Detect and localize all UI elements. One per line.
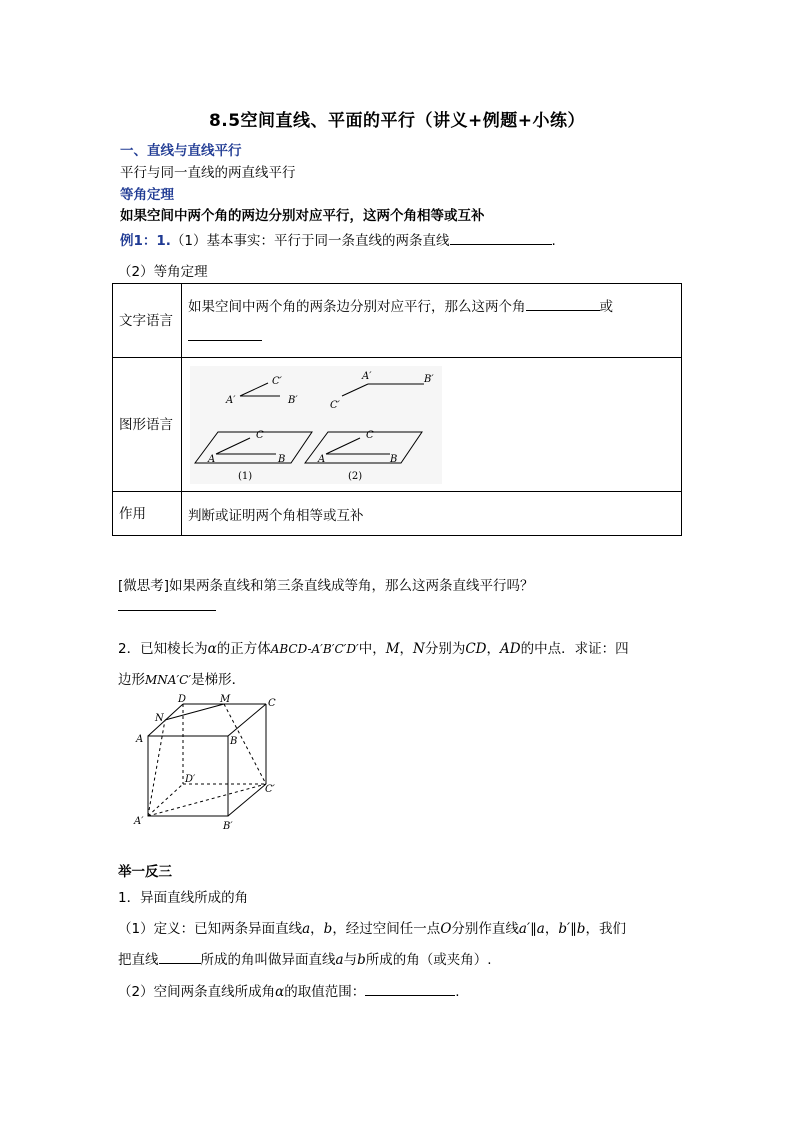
table-cell-use [182, 492, 682, 536]
fig2-label-c: C [366, 429, 374, 441]
cube-figure [128, 692, 288, 832]
section-heading: 一、直线与直线平行 [120, 143, 242, 159]
label-m: M [220, 694, 231, 705]
problem2-prefix: 2．已知棱长为 [118, 641, 208, 657]
row-header: 作用 [119, 505, 146, 522]
label-a: A [136, 734, 144, 745]
label-d-prime: D′ [185, 774, 196, 785]
def2-mid2: 与 [343, 952, 358, 968]
table-header-figure [113, 358, 182, 492]
def-mid2: 分别作直线 [451, 921, 519, 937]
parallel-symbol: ∥ [530, 921, 537, 937]
line-a: a [335, 952, 344, 968]
problem2-line2-suffix: 是梯形． [191, 672, 246, 688]
line-b: b [323, 921, 333, 937]
alpha-symbol: α [275, 984, 285, 1000]
fig2-caption: (2) [348, 470, 363, 482]
example-part1 [120, 229, 556, 249]
label-n: N [155, 713, 164, 724]
fig1-label-b: B [278, 453, 286, 465]
answer-blank[interactable] [159, 949, 201, 964]
theorem-heading: 等角定理 [120, 187, 174, 203]
practice-heading: 举一反三 [118, 864, 172, 880]
answer-blank[interactable] [118, 610, 216, 611]
edge-bc [228, 704, 266, 736]
alpha-symbol: α [207, 641, 217, 657]
line-b-prime: b′ [558, 921, 571, 937]
point-o: O [440, 921, 452, 937]
table-row [113, 358, 682, 492]
def2-prefix: 把直线 [118, 952, 159, 968]
definition-line2 [118, 948, 492, 968]
point-m: M [385, 641, 400, 657]
fig2-label-a-prime: A′ [362, 370, 372, 382]
line-a: a [302, 921, 311, 937]
answer-blank[interactable] [526, 296, 600, 311]
problem2-mid: 的正方体 [216, 641, 271, 657]
answer-blank[interactable] [188, 326, 262, 341]
table-cell-text [182, 284, 682, 358]
line-a: a [536, 921, 545, 937]
label-b-prime: B′ [223, 821, 233, 832]
table-row [113, 492, 682, 536]
parallel-symbol: ∥ [570, 921, 577, 937]
theorem-text: 如果空间中两个角的两边分别对应平行，这两个角相等或互补 [120, 208, 485, 224]
or-text: 或 [599, 298, 613, 315]
segment-a-prime-c-prime [148, 784, 266, 816]
theorem-table [112, 283, 682, 536]
comma: ， [486, 641, 500, 657]
micro-think: [微思考]如果两条直线和第三条直线成等角，那么这两条直线平行吗？ [118, 578, 534, 594]
problem2-mid2: 分别为 [424, 641, 466, 657]
table-header-use [113, 492, 182, 536]
parallel-statement: 平行与同一直线的两直线平行 [120, 165, 296, 181]
range-prefix: （2）空间两条直线所成角 [118, 984, 276, 1000]
fig2-label-c-prime: C′ [330, 399, 340, 411]
practice-item1: 1．异面直线所成的角 [118, 890, 249, 906]
answer-blank[interactable] [365, 981, 455, 996]
label-c: C [268, 698, 276, 709]
fig2-label-b-prime: B′ [424, 373, 434, 385]
def-mid: ，经过空间任一点 [332, 921, 441, 937]
quadrilateral-name: MNA′C′ [145, 673, 192, 687]
row-header: 文字语言 [119, 312, 173, 329]
table-header-text [113, 284, 182, 358]
line-b: b [357, 952, 366, 968]
fig2-label-a: A [318, 453, 326, 465]
segment-a-prime-n [148, 720, 165, 816]
segment-cd: CD [465, 641, 487, 657]
equal-angle-figures [190, 366, 442, 484]
fig1-label-b-prime: B′ [288, 394, 298, 406]
problem2-line2 [118, 668, 245, 688]
def-prefix: （1）定义：已知两条异面直线 [118, 921, 303, 937]
def-suffix: ，我们 [585, 921, 626, 937]
problem2-line1 [118, 637, 629, 657]
def2-suffix: 所成的角（或夹角）. [365, 952, 492, 968]
problem2-suffix: 的中点．求证：四 [520, 641, 629, 657]
def2-mid: 所成的角叫做异面直线 [200, 952, 336, 968]
example-part1-text: （1）基本事实：平行于同一条直线的两条直线 [170, 233, 450, 249]
problem2-in: 中， [358, 641, 386, 657]
label-c-prime: C′ [265, 784, 275, 795]
label-d: D [178, 694, 187, 705]
point-n: N [413, 641, 425, 657]
example-label: 例1：1. [120, 233, 171, 249]
fig1-caption: (1) [238, 470, 253, 482]
problem2-line2-prefix: 边形 [118, 672, 145, 688]
answer-blank[interactable] [450, 230, 552, 245]
period: . [455, 984, 460, 1000]
label-a-prime: A′ [134, 816, 144, 827]
comma: ， [399, 641, 414, 657]
range-mid: 的取值范围： [284, 984, 366, 1000]
fig1-label-a: A [208, 453, 216, 465]
cube-name: ABCD-A′B′C′D′ [270, 642, 359, 656]
figure-cell [182, 358, 682, 492]
range-line [118, 980, 460, 1000]
line-b: b [576, 921, 586, 937]
period: . [551, 233, 556, 249]
segment-ad: AD [500, 641, 521, 657]
page-title: 8.5空间直线、平面的平行（讲义+例题+小练） [208, 111, 586, 131]
line-a-prime: a′ [518, 921, 531, 937]
definition-line1: （1）定义：已知两条异面直线a，b，经过空间任一点O分别作直线a′∥a，b′∥b，我们 [118, 921, 626, 937]
text-language: 如果空间中两个角的两条边分别对应平行，那么这两个角 [188, 298, 526, 315]
example-part2: （2）等角定理 [118, 264, 208, 280]
fig1-label-c: C [256, 429, 264, 441]
table-row [113, 284, 682, 358]
fig1-label-c-prime: C′ [272, 375, 282, 387]
use-text: 判断或证明两个角相等或互补 [188, 507, 364, 524]
row-header: 图形语言 [119, 416, 173, 433]
fig1-label-a-prime: A′ [226, 394, 236, 406]
fig2-label-b: B [390, 453, 398, 465]
label-b: B [230, 736, 238, 747]
